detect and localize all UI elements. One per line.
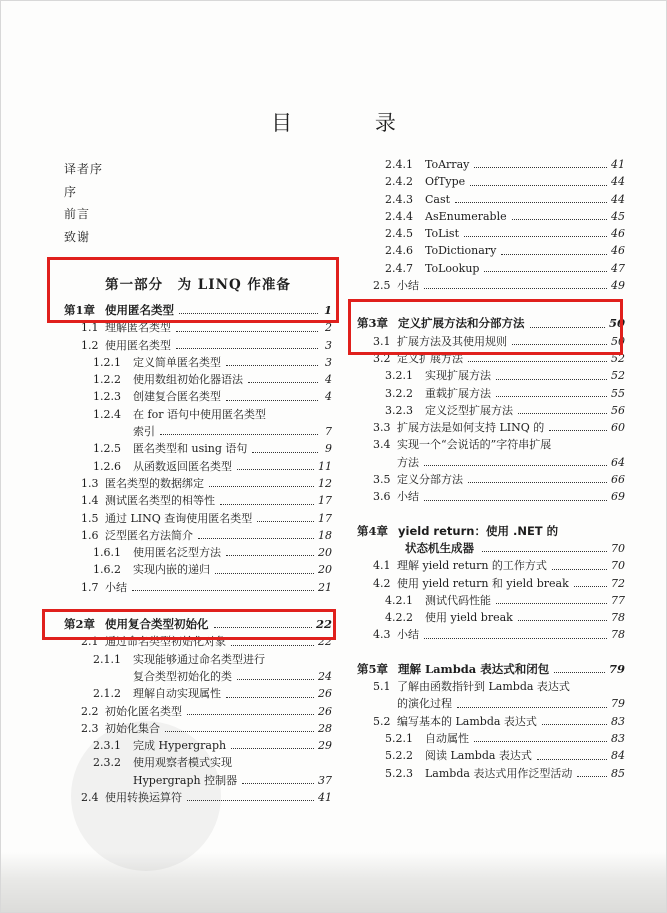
section-title: 定义扩展方法和分部方法: [398, 316, 525, 331]
section-number: 3.6: [373, 490, 391, 504]
section-number: 3.1: [373, 334, 391, 348]
toc-entry[interactable]: [357, 592, 625, 609]
toc-entry[interactable]: [357, 173, 625, 190]
leader-dots: [512, 219, 607, 220]
toc-entry[interactable]: [357, 225, 625, 242]
leader-dots: [424, 465, 607, 466]
page-number: 79: [608, 661, 625, 676]
section-title: 重载扩展方法: [425, 386, 491, 400]
toc-entry[interactable]: [64, 772, 332, 789]
leader-dots: [537, 759, 607, 760]
toc-entry[interactable]: [357, 765, 625, 782]
leader-dots: [424, 500, 607, 501]
page-number: 29: [318, 739, 332, 753]
section-number: 1.2.2: [93, 373, 121, 387]
toc-right-column: [357, 156, 625, 782]
front-matter-item[interactable]: 前言: [64, 207, 91, 221]
section-number: 3.5: [373, 473, 391, 487]
section-number: 2.4.3: [385, 192, 413, 206]
section-number: 1.6.2: [93, 563, 121, 577]
leader-dots: [215, 573, 314, 574]
leader-dots: [501, 254, 607, 255]
chapter-number: 第4章: [357, 523, 389, 538]
page-number: 78: [611, 628, 625, 642]
toc-entry[interactable]: [64, 754, 332, 771]
leader-dots: [424, 638, 607, 639]
page-number: 17: [318, 494, 332, 508]
toc-entry[interactable]: [64, 371, 332, 388]
section-title: 的演化过程: [397, 697, 452, 711]
leader-dots: [252, 452, 318, 453]
section-title: 定义分部方法: [397, 473, 463, 487]
page-number: 1: [323, 303, 332, 317]
section-number: 1.2.6: [93, 459, 121, 473]
section-number: 2.4.4: [385, 209, 413, 223]
leader-dots: [470, 185, 607, 186]
chapter-title-cont: 状态机生成器: [405, 540, 474, 555]
page-number: 3: [325, 338, 332, 352]
toc-entry[interactable]: [357, 367, 625, 384]
section-number: 1.7: [81, 580, 99, 594]
page-number: 41: [318, 791, 332, 805]
section-number: 1.3: [81, 476, 99, 490]
leader-dots: [226, 555, 314, 556]
section-number: 2.5: [373, 279, 391, 293]
toc-entry[interactable]: [357, 575, 625, 592]
toc-entry[interactable]: [64, 789, 332, 806]
leader-dots: [496, 379, 607, 380]
section-title: 从函数返回匿名类型: [133, 459, 232, 473]
section-number: 3.4: [373, 438, 391, 452]
section-number: 2.3: [81, 721, 99, 735]
leader-dots: [248, 382, 318, 383]
front-matter-item[interactable]: 译者序: [64, 162, 104, 176]
toc-entry[interactable]: [357, 260, 625, 277]
page-number: 55: [611, 386, 625, 400]
page-number: 2: [325, 321, 332, 335]
page-number: 46: [611, 244, 625, 258]
section-title: 理解自动实现属性: [133, 687, 221, 701]
page-number: 69: [611, 490, 625, 504]
toc-entry[interactable]: [64, 423, 332, 440]
page-number: 41: [611, 158, 625, 171]
section-number: 2.4.7: [385, 261, 413, 275]
section-title: 定义简单匿名类型: [133, 355, 221, 369]
leader-dots: [468, 482, 607, 483]
section-title: 实现内嵌的递归: [133, 563, 210, 577]
leader-dots: [554, 672, 605, 673]
leader-dots: [424, 288, 607, 289]
toc-list-chapter-1: [64, 302, 332, 596]
section-number: 2.4.6: [385, 244, 413, 258]
page-number: 20: [318, 546, 332, 560]
page-number: 4: [325, 390, 332, 404]
leader-dots: [226, 400, 318, 401]
toc-entry[interactable]: [64, 579, 332, 596]
section-number: 3.2.3: [385, 403, 413, 417]
section-title: 使用数组初始化器语法: [133, 373, 243, 387]
page-number: 26: [318, 687, 332, 701]
page-number: 60: [611, 421, 625, 435]
leader-dots: [165, 731, 314, 732]
section-title: 实现一个“会说话的”字符串扩展: [397, 438, 552, 452]
section-title: 使用观察者模式实现: [133, 756, 232, 770]
page-number: 78: [611, 611, 625, 625]
toc-entry[interactable]: [357, 454, 625, 471]
section-number: 4.2.2: [385, 611, 413, 625]
leader-dots: [542, 724, 607, 725]
highlight-box-chapter-2: [42, 609, 336, 640]
page-number: 70: [611, 541, 625, 555]
leader-dots: [464, 236, 607, 237]
leader-dots: [549, 430, 607, 431]
leader-dots: [176, 331, 318, 332]
section-title: 使用复合类型初始化: [105, 617, 209, 632]
section-title: 理解 Lambda 表达式和闭包: [398, 661, 550, 676]
leader-dots: [242, 783, 314, 784]
toc-entry[interactable]: [357, 277, 625, 294]
highlight-box-part-one: [47, 257, 339, 323]
section-title: ToList: [425, 227, 459, 241]
leader-dots: [132, 590, 314, 591]
section-number: 1.6: [81, 528, 99, 542]
toc-entry[interactable]: [64, 668, 332, 685]
section-title: 小结: [397, 628, 419, 642]
leader-dots: [209, 486, 314, 487]
leader-dots: [226, 697, 314, 698]
page-number: 70: [611, 559, 625, 573]
section-title: 方法: [397, 455, 419, 469]
leader-dots: [457, 707, 607, 708]
section-number: 2.1.2: [93, 687, 121, 701]
part-title: 第一部分 为 LINQ 作准备: [105, 277, 291, 293]
toc-entry[interactable]: [64, 475, 332, 492]
toc-left-column: [64, 158, 332, 806]
section-number: 第1章: [64, 303, 96, 317]
page-number: 37: [318, 773, 332, 787]
page-number: 72: [611, 576, 625, 590]
section-number: 3.2: [373, 351, 391, 365]
page-number: 26: [318, 704, 332, 718]
toc-entry[interactable]: [357, 208, 625, 225]
toc-entry[interactable]: [64, 737, 332, 754]
section-title: 通过命名类型初始化对象: [105, 635, 226, 649]
section-title: 初始化集合: [105, 721, 160, 735]
leader-dots: [474, 741, 607, 742]
section-title: 使用转换运算符: [105, 791, 182, 805]
section-title: 匿名类型的数据绑定: [105, 476, 204, 490]
toc-list-chapter-5: [357, 661, 625, 782]
section-title: 复合类型初始化的类: [133, 669, 232, 683]
section-title: Hypergraph 控制器: [133, 773, 238, 787]
section-number: 1.2.1: [93, 355, 121, 369]
toc-entry[interactable]: [357, 609, 625, 626]
section-number: 1.1: [81, 321, 99, 335]
section-number: 3.2.1: [385, 369, 413, 383]
toc-entry[interactable]: [64, 406, 332, 423]
toc-entry[interactable]: [357, 730, 625, 747]
section-title: 定义泛型扩展方法: [425, 403, 513, 417]
section-number: 1.2.3: [93, 390, 121, 404]
toc-entry[interactable]: [357, 402, 625, 419]
page-number: 47: [611, 261, 625, 275]
toc-entry[interactable]: [357, 678, 625, 695]
leader-dots: [187, 714, 314, 715]
section-number: 4.2.1: [385, 593, 413, 607]
section-number: 2.2: [81, 704, 99, 718]
section-number: 1.6.1: [93, 546, 121, 560]
toc-entry[interactable]: [357, 695, 625, 712]
toc-list-section-2-4: [357, 156, 625, 294]
section-number: 2.4.5: [385, 227, 413, 241]
section-title: 使用 yield return 和 yield break: [397, 576, 569, 590]
section-title: ToDictionary: [425, 244, 497, 258]
leader-dots: [231, 748, 314, 749]
toc-chapter-entry[interactable]: [357, 661, 625, 678]
toc-entry[interactable]: [64, 458, 332, 475]
front-matter-item[interactable]: 致谢: [64, 229, 91, 244]
section-title: 自动属性: [425, 731, 469, 745]
section-title: 使用匿名类型: [105, 303, 175, 317]
toc-entry[interactable]: [64, 651, 332, 668]
toc-entry[interactable]: [357, 191, 625, 208]
toc-entry[interactable]: [64, 337, 332, 354]
toc-entry[interactable]: [64, 720, 332, 737]
page-number: 50: [608, 316, 625, 331]
page-number: 22: [318, 635, 332, 649]
page-number: 85: [611, 766, 625, 780]
page-number: 83: [611, 731, 625, 745]
toc-entry[interactable]: [64, 440, 332, 457]
section-number: 第5章: [357, 661, 389, 676]
page-number: 79: [611, 697, 625, 711]
toc-entry[interactable]: [357, 488, 625, 505]
toc-chapter-4-heading[interactable]: [357, 523, 625, 558]
section-number: 2.3.2: [93, 756, 121, 770]
section-title: 使用 yield break: [425, 611, 513, 625]
front-matter-item[interactable]: 序: [64, 184, 78, 199]
page-number: 12: [318, 476, 332, 490]
section-title: 匿名类型和 using 语句: [133, 442, 248, 456]
section-title: 实现扩展方法: [425, 369, 491, 383]
section-title: Lambda 表达式用作泛型活动: [425, 766, 573, 780]
section-title: 索引: [133, 425, 155, 439]
section-number: 2.3.1: [93, 739, 121, 753]
page-number: 66: [611, 473, 625, 487]
leader-dots: [518, 413, 607, 414]
toc-entry[interactable]: [64, 510, 332, 527]
section-number: 4.3: [373, 628, 391, 642]
toc-list-chapter-4: [357, 557, 625, 643]
section-title: 使用匿名泛型方法: [133, 546, 221, 560]
toc-entry[interactable]: [64, 354, 332, 371]
section-number: 2.4.1: [385, 158, 413, 171]
toc-entry[interactable]: [357, 713, 625, 730]
leader-dots: [552, 569, 607, 570]
section-number: 4.1: [373, 559, 391, 573]
leader-dots: [496, 396, 607, 397]
toc-entry[interactable]: [357, 436, 625, 453]
page-number: 9: [325, 442, 332, 456]
leader-dots: [574, 586, 607, 587]
page-number: 45: [611, 209, 625, 223]
toc-entry[interactable]: [357, 385, 625, 402]
page-number: 52: [611, 369, 625, 383]
toc-entry[interactable]: [357, 626, 625, 643]
section-title: 实现能够通过命名类型进行: [133, 652, 265, 666]
page-number: 84: [611, 749, 625, 763]
page-number: 20: [318, 563, 332, 577]
toc-entry[interactable]: [64, 703, 332, 720]
section-number: 5.2.3: [385, 766, 413, 780]
section-number: 5.1: [373, 680, 391, 694]
page-number: 49: [611, 279, 625, 293]
page-number: 56: [611, 403, 625, 417]
leader-dots: [220, 504, 314, 505]
front-matter-list: [64, 158, 332, 248]
section-number: 4.2: [373, 576, 391, 590]
leader-dots: [237, 679, 314, 680]
section-title: 扩展方法是如何支持 LINQ 的: [397, 421, 545, 435]
leader-dots: [518, 620, 607, 621]
leader-dots: [237, 469, 314, 470]
section-number: 3.2.2: [385, 386, 413, 400]
leader-dots: [455, 202, 607, 203]
section-title: 完成 Hypergraph: [133, 739, 227, 753]
leader-dots: [577, 776, 607, 777]
leader-dots: [226, 365, 318, 366]
toc-entry[interactable]: [357, 557, 625, 574]
section-number: 2.4: [81, 791, 99, 805]
section-title: 测试代码性能: [425, 593, 491, 607]
toc-entry[interactable]: [64, 544, 332, 561]
section-title: 使用匿名类型: [105, 338, 171, 352]
leader-dots: [187, 800, 314, 801]
section-title: ToArray: [425, 158, 470, 171]
toc-entry[interactable]: [357, 156, 625, 173]
page-number: 77: [611, 593, 625, 607]
toc-entry[interactable]: [64, 492, 332, 509]
section-title: 小结: [105, 580, 127, 594]
leader-dots: [496, 603, 607, 604]
page-number: 44: [611, 192, 625, 206]
page-number: 50: [611, 334, 625, 348]
section-title: Cast: [425, 192, 451, 206]
section-number: 2.4.2: [385, 175, 413, 189]
page-number: 52: [611, 351, 625, 365]
section-number: 3.3: [373, 421, 391, 435]
leader-dots: [468, 361, 607, 362]
section-title: 理解匿名类型: [105, 321, 171, 335]
section-title: 小结: [397, 490, 419, 504]
leader-dots: [231, 645, 314, 646]
section-number: 第2章: [64, 617, 96, 632]
page-number: 64: [611, 455, 625, 469]
leader-dots: [176, 348, 318, 349]
section-title: 理解 yield return 的工作方式: [397, 559, 547, 573]
toc-entry[interactable]: [64, 685, 332, 702]
page-number: 18: [318, 528, 332, 542]
section-title: 泛型匿名方法简介: [105, 528, 193, 542]
section-number: 2.1.1: [93, 652, 121, 666]
chapter-title: yield return：使用 .NET 的: [398, 523, 559, 538]
toc-entry[interactable]: [64, 527, 332, 544]
toc-entry[interactable]: [64, 561, 332, 578]
section-title: 定义扩展方法: [397, 351, 463, 365]
section-number: 5.2.2: [385, 749, 413, 763]
section-number: 5.2: [373, 714, 391, 728]
page-number: 4: [325, 373, 332, 387]
page-title: 目 录: [271, 111, 434, 135]
leader-dots: [484, 271, 607, 272]
section-title: 了解由函数指针到 Lambda 表达式: [397, 680, 570, 694]
highlight-box-chapter-3: [348, 299, 623, 355]
section-title: 创建复合匿名类型: [133, 390, 221, 404]
page-number: 44: [611, 175, 625, 189]
page-number: 7: [325, 425, 332, 439]
section-number: 2.1: [81, 635, 99, 649]
toc-entry[interactable]: [357, 747, 625, 764]
page-number: 3: [325, 355, 332, 369]
page-number: 22: [315, 617, 332, 632]
section-title: 小结: [397, 279, 419, 293]
section-number: 1.2: [81, 338, 99, 352]
section-title: OfType: [425, 175, 466, 189]
leader-dots: [160, 434, 318, 435]
scan-bottom-shadow: [1, 852, 666, 912]
leader-dots: [257, 521, 314, 522]
section-title: 扩展方法及其使用规则: [397, 334, 507, 348]
leader-dots: [474, 167, 607, 168]
section-title: 阅读 Lambda 表达式: [425, 749, 532, 763]
section-title: ToLookup: [425, 261, 480, 275]
toc-entry[interactable]: [357, 419, 625, 436]
toc-entry[interactable]: [64, 388, 332, 405]
section-number: 5.2.1: [385, 731, 413, 745]
toc-entry[interactable]: [357, 242, 625, 259]
section-number: 1.2.5: [93, 442, 121, 456]
section-title: 通过 LINQ 查询使用匿名类型: [105, 511, 253, 525]
page-number: 11: [318, 459, 332, 473]
toc-list-chapter-2: [64, 616, 332, 806]
page-number: 21: [318, 580, 332, 594]
section-number: 1.2.4: [93, 407, 121, 421]
page-number: 28: [318, 721, 332, 735]
section-title: 在 for 语句中使用匿名类型: [133, 407, 266, 421]
section-number: 1.4: [81, 494, 99, 508]
toc-entry[interactable]: [357, 471, 625, 488]
section-title: 测试匿名类型的相等性: [105, 494, 215, 508]
section-number: 第3章: [357, 316, 389, 331]
section-title: 编写基本的 Lambda 表达式: [397, 714, 537, 728]
section-number: 1.5: [81, 511, 99, 525]
page-number: 46: [611, 227, 625, 241]
page-number: 24: [318, 669, 332, 683]
page-number: 17: [318, 511, 332, 525]
section-title: 初始化匿名类型: [105, 704, 182, 718]
page-number: 83: [611, 714, 625, 728]
section-title: AsEnumerable: [425, 209, 507, 223]
leader-dots: [198, 538, 314, 539]
